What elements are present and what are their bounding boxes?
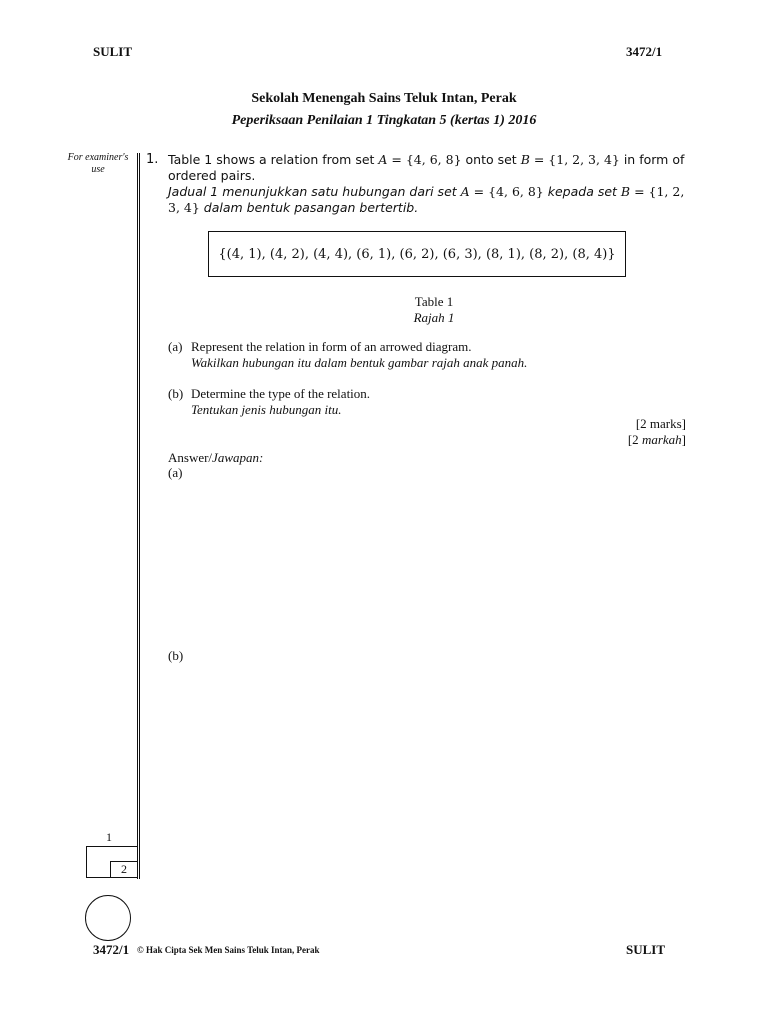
part-b-text-en: Determine the type of the relation. (191, 386, 371, 401)
ordered-pairs: {(4, 1), (4, 2), (4, 4), (6, 1), (6, 2), (6, 3), (8, 1), (8, 2), (8, 4)} (218, 246, 616, 262)
marks-en: [2 marks] (635, 416, 686, 431)
question-text-my: Jadual 1 menunjukkan satu hubungan dari set A = {4, 6, 8} kepada set B = {1, 2, 3, 4} dalam bentuk pasangan bertertib. (168, 184, 685, 215)
table-caption-my: Rajah 1 (413, 310, 455, 325)
header-sulit-left: SULIT (93, 44, 133, 59)
part-b-label: (b) (168, 386, 184, 401)
score-question-number: 1 (106, 830, 112, 844)
question-text-en: Table 1 shows a relation from set A = {4, 6, 8} onto set B = {1, 2, 3, 4} in form of ordered pairs. (168, 152, 685, 183)
part-a (168, 339, 527, 371)
part-b (168, 386, 370, 418)
answer-label: Answer/Jawapan: (168, 450, 264, 465)
ordered-pairs-box (208, 231, 626, 277)
school-title: Sekolah Menengah Sains Teluk Intan, Perak (251, 91, 517, 106)
answer-a-label: (a) (168, 465, 183, 480)
footer-paper-code: 3472/1 (93, 942, 130, 957)
question-number: 1. (146, 152, 159, 167)
margin-rule-inner (139, 153, 140, 879)
score-max-marks: 2 (110, 861, 137, 877)
table-caption-en: Table 1 (414, 294, 454, 309)
footer-copyright: © Hak Cipta Sek Men Sains Teluk Intan, Perak (137, 945, 320, 955)
examiner-use-note: For examiner's use (67, 152, 129, 175)
part-a-text-my: Wakilkan hubungan itu dalam bentuk gambar rajah anak panah. (191, 355, 528, 370)
total-score-circle (85, 895, 131, 941)
exam-title: Peperiksaan Penilaian 1 Tingkatan 5 (kertas 1) 2016 (231, 113, 537, 128)
part-a-text-en: Represent the relation in form of an arrowed diagram. (191, 339, 472, 354)
part-b-text-my: Tentukan jenis hubungan itu. (191, 402, 342, 417)
footer-sulit: SULIT (626, 942, 666, 957)
header-paper-code: 3472/1 (626, 44, 663, 59)
answer-b-label: (b) (168, 648, 184, 663)
marks-my: [2 markah] (627, 432, 686, 447)
margin-rule (137, 153, 138, 879)
part-a-label: (a) (168, 339, 183, 354)
